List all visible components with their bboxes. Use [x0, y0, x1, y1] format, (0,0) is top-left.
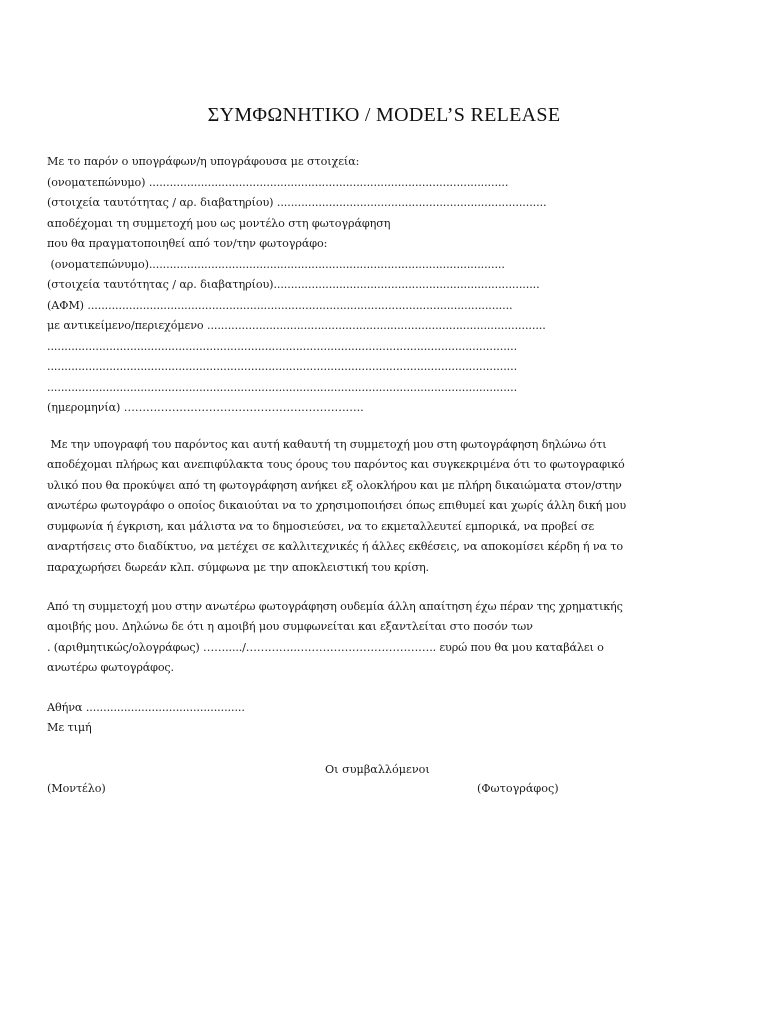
subject-continuation-2: ........................................................................................................................................ — [47, 360, 518, 373]
paragraph-line: υλικό που θα προκύψει από τη φωτογράφηση ανήκει εξ ολοκλήρου και με πλήρη δικαιώματα στον/στην — [47, 479, 622, 492]
date-field: (ημερομηνία) ……………………………………………………….. — [47, 401, 364, 414]
place-field: Αθήνα .............................................. — [47, 701, 245, 714]
document-title: ΣΥΜΦΩΝΗΤΙΚΟ / MODEL’S RELEASE — [207, 104, 561, 126]
acceptance-line: αποδέχομαι τη συμμετοχή μου ως μοντέλο στη φωτογράφηση — [47, 217, 391, 230]
paragraph-line: αποδέχομαι πλήρως και ανεπιφύλακτα τους όρους του παρόντος και συγκεκριμένα ότι το φωτογραφικό — [47, 458, 625, 471]
photographer-afm-field: (ΑΦΜ) ........................................................................................................................... — [47, 299, 513, 312]
paragraph-line: αμοιβής μου. Δηλώνω δε ότι η αμοιβή μου συμφωνείται και εξαντλείται στο ποσόν των — [47, 620, 533, 633]
subject-continuation-1: ........................................................................................................................................ — [47, 340, 518, 353]
paragraph-line: συμφωνία ή έγκριση, και μάλιστα να το δημοσιεύσει, να το εκμεταλλευτεί εμπορικά, να προβεί σε — [47, 520, 594, 533]
photographer-name-field: (ονοματεπώνυμο)....................................................................................................... — [47, 258, 505, 271]
paragraph-line: Από τη συμμετοχή μου στην ανωτέρω φωτογράφηση ουδεμία άλλη απαίτηση έχω πέραν της χρηματικής — [47, 600, 623, 613]
paragraph-line: παραχωρήσει δωρεάν κλπ. σύμφωνα με την αποκλειστική του κρίση. — [47, 561, 429, 574]
subject-field: με αντικείμενο/περιεχόμενο .................................................................................................. — [47, 319, 546, 332]
model-id-field: (στοιχεία ταυτότητας / αρ. διαβατηρίου) .............................................................................. — [47, 196, 547, 209]
parties-heading: Οι συμβαλλόμενοι — [325, 763, 430, 776]
paragraph-line: ανωτέρω φωτογράφος. — [47, 661, 174, 674]
model-name-field: (ονοματεπώνυμο) ........................................................................................................ — [47, 176, 509, 189]
paragraph-line: Με την υπογραφή του παρόντος και αυτή καθαυτή τη συμμετοχή μου στη φωτογράφηση δηλώνω ότι — [47, 438, 607, 451]
photographer-intro-line: που θα πραγματοποιηθεί από τον/την φωτογράφο: — [47, 237, 328, 250]
photographer-id-field: (στοιχεία ταυτότητας / αρ. διαβατηρίου)............................................................................. — [47, 278, 540, 291]
photographer-signature-label: (Φωτογράφος) — [477, 782, 559, 795]
paragraph-line: αναρτήσεις στο διαδίκτυο, να μετέχει σε καλλιτεχνικές ή άλλες εκθέσεις, να αποκομίσει κέρδη ή να το — [47, 540, 623, 553]
subject-continuation-3: ........................................................................................................................................ — [47, 381, 518, 394]
paragraph-line: ανωτέρω φωτογράφο ο οποίος δικαιούται να το χρησιμοποιήσει όπως επιθυμεί και χωρίς άλλη δική μου — [47, 499, 626, 512]
intro-line: Με το παρόν ο υπογράφων/η υπογράφουσα με στοιχεία: — [47, 155, 360, 168]
model-signature-label: (Μοντέλο) — [47, 782, 106, 795]
amount-line: . (αριθμητικώς/ολογράφως) ……...../…………..……………………………….. ευρώ που θα μου καταβάλει ο — [47, 641, 604, 654]
regards-text: Με τιμή — [47, 721, 92, 734]
